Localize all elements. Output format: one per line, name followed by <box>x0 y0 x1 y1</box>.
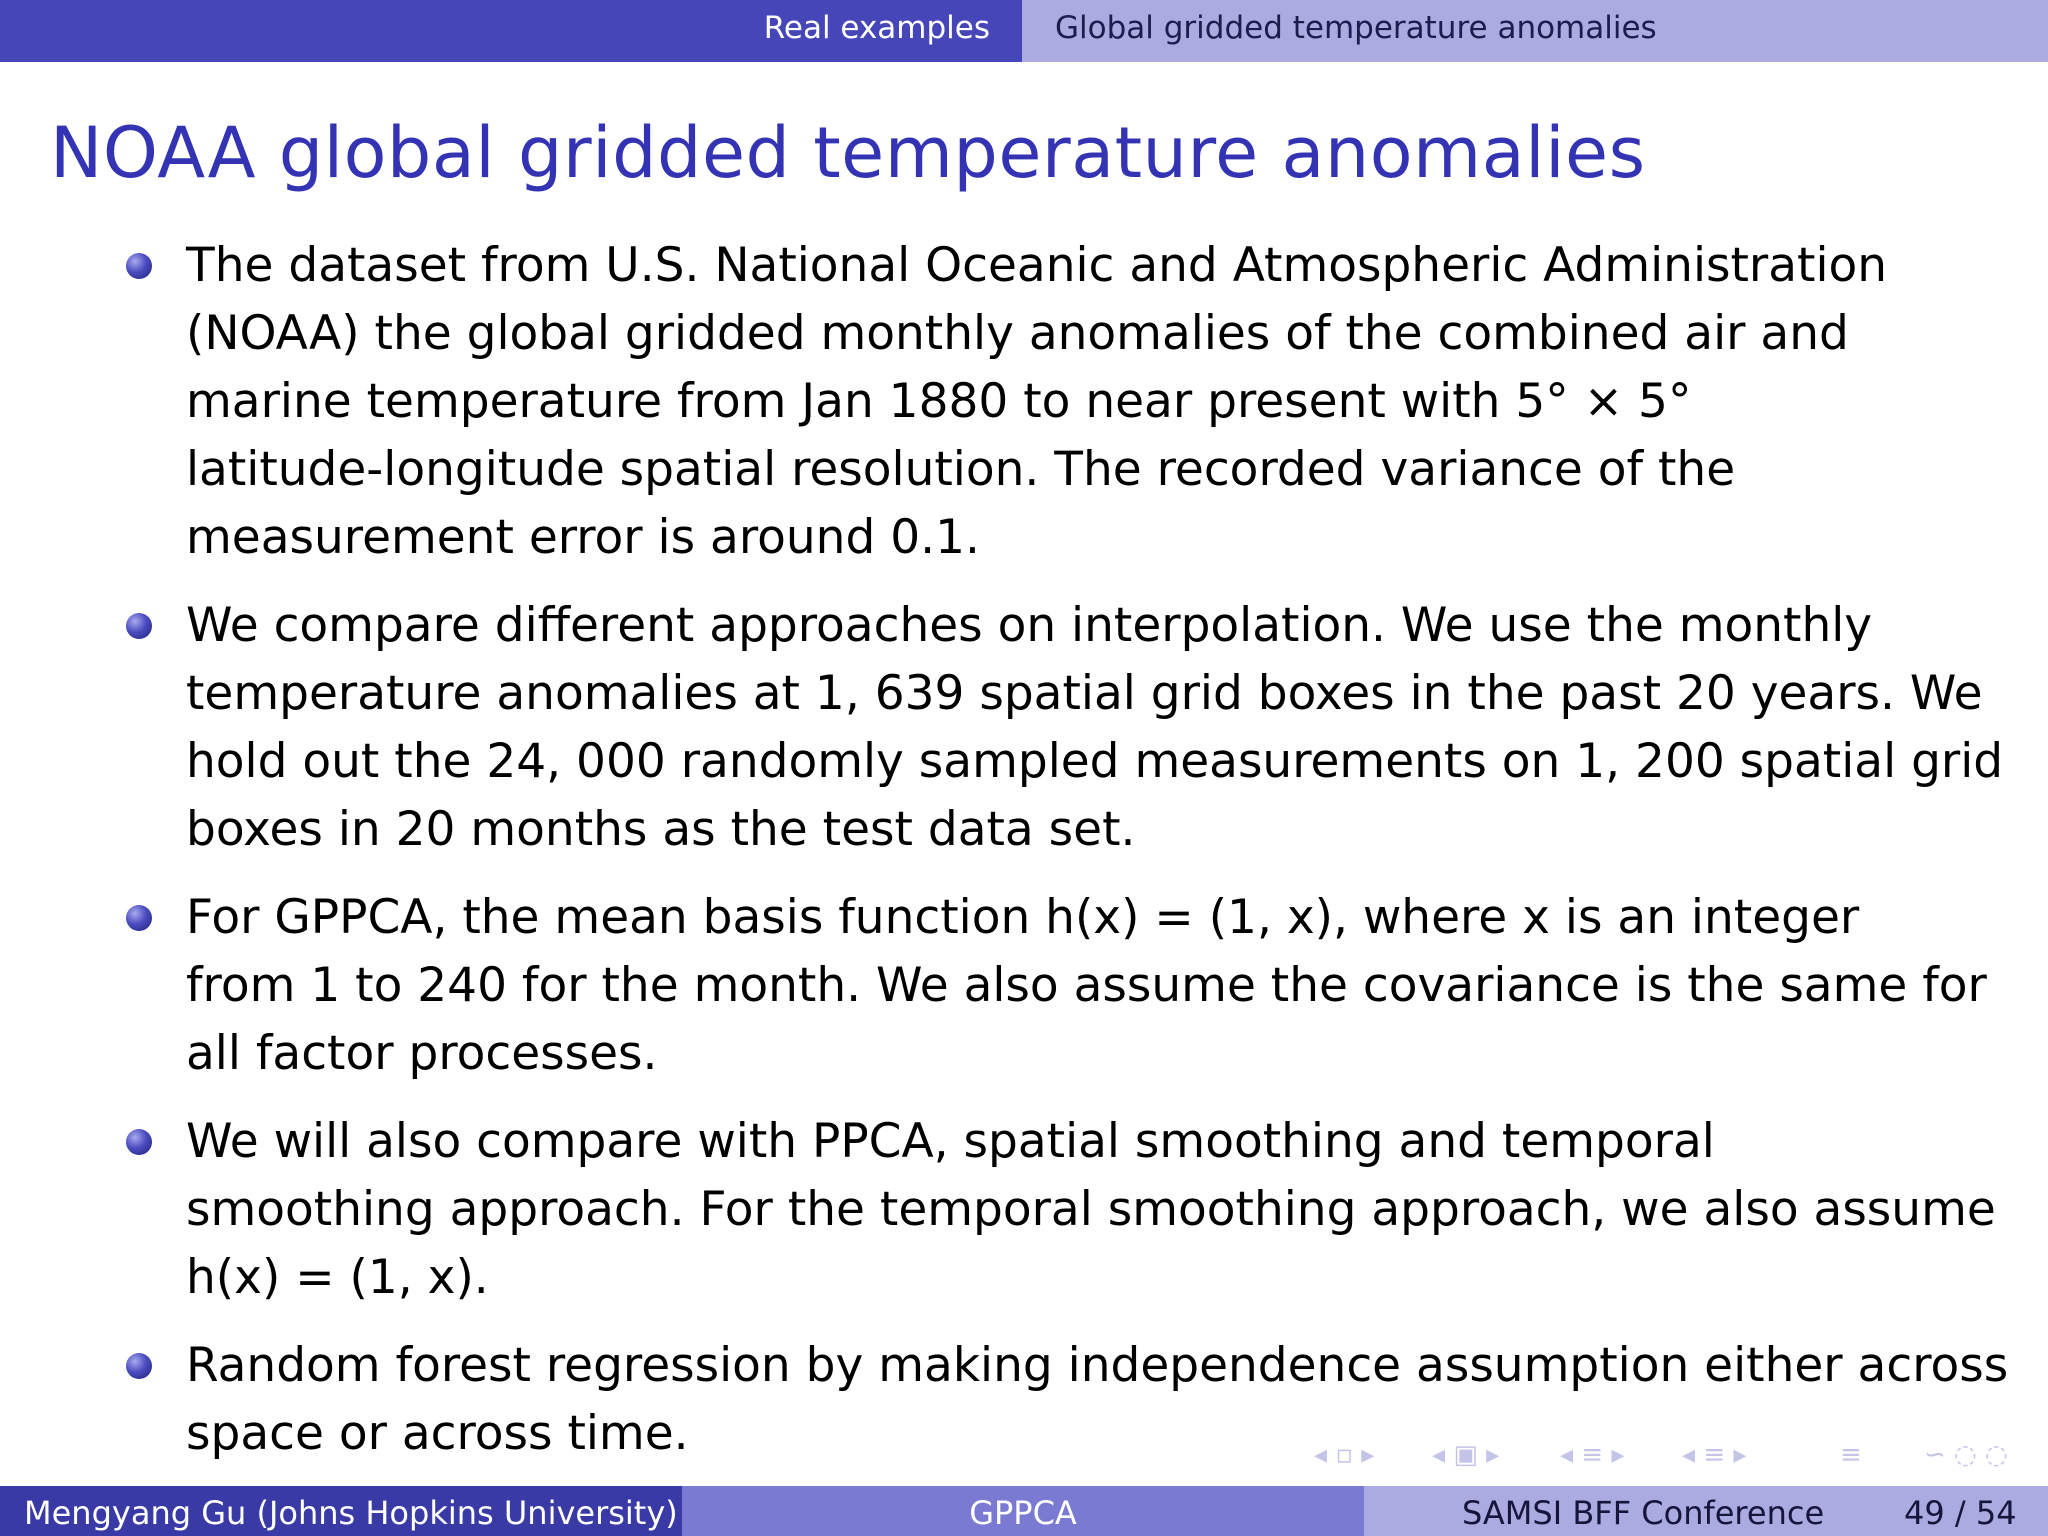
bullet-dot-icon <box>126 905 152 931</box>
subsection-nav-icon[interactable]: ◂ ▣ ▸ <box>1432 1440 1500 1470</box>
footer-author: Mengyang Gu (Johns Hopkins University) <box>24 1494 678 1532</box>
search-icon[interactable]: ∽ ◌ ◌ <box>1924 1440 2008 1470</box>
bullet-line: (NOAA) the global gridded monthly anomalies of the combined air and <box>186 306 1849 361</box>
bullet-line: space or across time. <box>186 1406 689 1461</box>
bullet-line: Random forest regression by making independence assumption either across <box>186 1338 2009 1393</box>
bullet-dot-icon <box>126 1129 152 1155</box>
bullet-dot-icon <box>126 1353 152 1379</box>
bullet-line: temperature anomalies at 1, 639 spatial grid boxes in the past 20 years. We <box>186 666 1983 721</box>
section-nav-icon[interactable]: ◂ ≡ ▸ <box>1560 1440 1625 1470</box>
bullet-line: We will also compare with PPCA, spatial smoothing and temporal <box>186 1114 1715 1169</box>
header-subsection-link[interactable]: Global gridded temperature anomalies <box>1055 10 1657 46</box>
footer-title-panel <box>682 1486 1364 1536</box>
bullet-line: h(x) = (1, x). <box>186 1250 489 1305</box>
bullet-line: We compare different approaches on interpolation. We use the monthly <box>186 598 1873 653</box>
bullet-line: marine temperature from Jan 1880 to near present with 5° × 5° <box>186 374 1692 429</box>
bullet-line: The dataset from U.S. National Oceanic and Atmospheric Administration <box>186 238 1888 293</box>
bullet-line: boxes in 20 months as the test data set. <box>186 802 1136 857</box>
bullet-line: latitude-longitude spatial resolution. The recorded variance of the <box>186 442 1736 497</box>
frame-nav-icon[interactable]: ◂ ▫ ▸ <box>1314 1440 1375 1470</box>
footer-short-title: GPPCA <box>969 1494 1077 1532</box>
header-bar <box>0 0 2048 62</box>
bullet-dot-icon <box>126 253 152 279</box>
bullet-line: For GPPCA, the mean basis function h(x) = (1, x), where x is an integer <box>186 890 1860 945</box>
footer-page-number: 49 / 54 <box>1904 1494 2017 1532</box>
footer-conference-panel <box>1364 1486 2048 1536</box>
header-subsection-panel <box>1022 0 2048 62</box>
appendix-nav-icon[interactable]: ≡ <box>1840 1440 1862 1470</box>
bullet-line: hold out the 24, 000 randomly sampled measurements on 1, 200 spatial grid <box>186 734 2004 789</box>
bullet-line: from 1 to 240 for the month. We also assume the covariance is the same for <box>186 958 1987 1013</box>
bullet-line: smoothing approach. For the temporal smoothing approach, we also assume <box>186 1182 1996 1237</box>
footer-bar <box>0 1486 2048 1536</box>
bullet-line: measurement error is around 0.1. <box>186 510 980 565</box>
slide-title: NOAA global gridded temperature anomalies <box>50 112 1646 194</box>
header-section-link[interactable]: Real examples <box>763 10 990 46</box>
footer-conference: SAMSI BFF Conference <box>1462 1494 1825 1532</box>
footer-author-panel <box>0 1486 682 1536</box>
bullet-line: all factor processes. <box>186 1026 658 1081</box>
bullet-dot-icon <box>126 613 152 639</box>
document-nav-icon[interactable]: ◂ ≡ ▸ <box>1682 1440 1747 1470</box>
header-section-panel <box>0 0 1022 62</box>
